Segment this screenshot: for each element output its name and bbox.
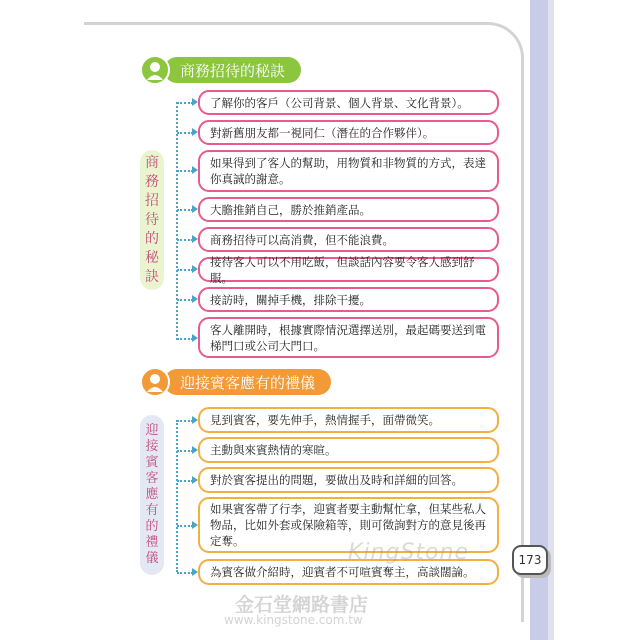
vertical-char: 務 <box>145 173 159 190</box>
watermark-url: www.kingstone.com.tw <box>224 613 363 627</box>
connector-branch <box>177 102 193 104</box>
list-item: 為賓客做介紹時，迎賓者不可喧賓奪主，高談闊論。 <box>198 559 499 585</box>
vertical-label-section2 <box>140 415 164 575</box>
section-title: 迎接賓客應有的禮儀 <box>164 369 331 395</box>
vertical-char: 儀 <box>145 551 159 566</box>
connector-line <box>176 102 178 340</box>
connector-branch <box>177 170 193 172</box>
list-item: 接訪時，關掉手機，排除干擾。 <box>198 287 499 312</box>
list-item: 如果得到了客人的幫助，用物質和非物質的方式，表達你真誠的謝意。 <box>198 150 499 192</box>
list-item: 主動與來賓熱情的寒暄。 <box>198 437 499 463</box>
connector-line <box>176 420 178 572</box>
connector-branch <box>177 132 193 134</box>
connector-branch <box>177 420 193 422</box>
section-title: 商務招待的秘訣 <box>164 57 301 83</box>
vertical-char: 商 <box>145 154 159 171</box>
watermark-brand-latin: KingStone <box>348 540 469 565</box>
vertical-char: 的 <box>145 230 159 247</box>
connector-branch <box>177 269 193 271</box>
watermark-brand-cn: 金石堂網路書店 <box>235 594 369 616</box>
vertical-char: 賓 <box>145 455 159 470</box>
vertical-char: 招 <box>145 192 159 209</box>
list-item: 了解你的客戶（公司背景、個人背景、文化背景）。 <box>198 90 499 115</box>
connector-branch <box>177 572 193 574</box>
connector-branch <box>177 480 193 482</box>
vertical-char: 應 <box>145 487 159 502</box>
vertical-char: 訣 <box>145 268 159 285</box>
vertical-label-section1 <box>140 150 164 290</box>
connector-branch <box>177 239 193 241</box>
page-edge-band <box>530 0 548 640</box>
vertical-char: 接 <box>145 439 159 454</box>
connector-branch <box>177 525 193 527</box>
list-item: 對新舊朋友都一視同仁（潛在的合作夥伴）。 <box>198 120 499 145</box>
list-item: 如果賓客帶了行李，迎賓者要主動幫忙拿，但某些私人物品，比如外套或保險箱等，則可徵詢對方的意見後再定奪。 <box>198 497 499 553</box>
list-item: 客人離開時，根據實際情況選擇送別，最起碼要送到電梯門口或公司大門口。 <box>198 317 499 358</box>
section-header-business-hospitality <box>140 55 301 85</box>
connector-branch <box>177 450 193 452</box>
page-edge-band-light <box>548 0 554 640</box>
page-number: 173 <box>512 545 548 575</box>
list-item: 大膽推銷自己，勝於推銷產品。 <box>198 197 499 222</box>
vertical-char: 秘 <box>145 249 159 266</box>
vertical-char: 待 <box>145 211 159 228</box>
list-item: 接待客人可以不用吃飯，但談話內容要令客人感到舒服。 <box>198 257 499 282</box>
connector-branch <box>177 299 193 301</box>
person-silhouette-icon <box>140 55 170 85</box>
list-item: 見到賓客，要先伸手，熱情握手，面帶微笑。 <box>198 407 499 433</box>
section-header-greeting-etiquette <box>140 367 331 397</box>
list-item: 商務招待可以高消費，但不能浪費。 <box>198 227 499 252</box>
vertical-char: 迎 <box>145 423 159 438</box>
vertical-char: 客 <box>145 471 159 486</box>
person-silhouette-icon <box>140 367 170 397</box>
vertical-char: 禮 <box>145 535 159 550</box>
connector-branch <box>177 338 193 340</box>
vertical-char: 的 <box>145 519 159 534</box>
list-item: 對於賓客提出的問題，要做出及時和詳細的回答。 <box>198 467 499 493</box>
vertical-char: 有 <box>145 503 159 518</box>
connector-branch <box>177 209 193 211</box>
